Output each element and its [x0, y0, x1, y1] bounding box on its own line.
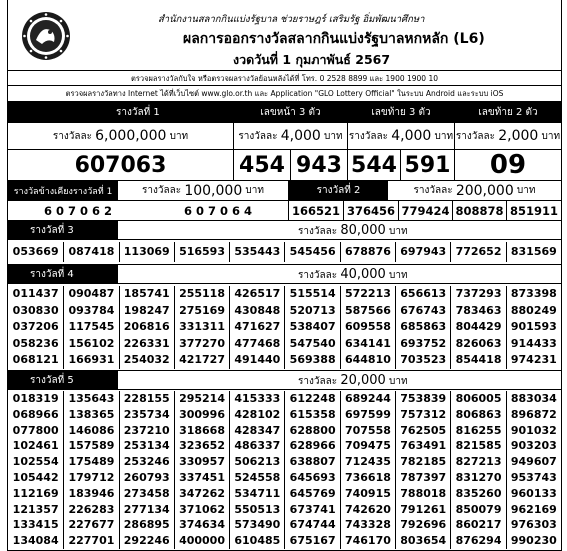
prize-number: 077800	[12, 423, 59, 437]
top-prize-number-row	[8, 149, 561, 180]
prize-number: 787397	[395, 470, 450, 486]
prize-number: 656613	[395, 286, 450, 303]
prize-number: 883034	[506, 391, 561, 407]
prize-number: 783463	[450, 303, 505, 320]
front3-label: เลขหน้า 3 ตัว	[233, 102, 347, 122]
prize-number: 112169	[12, 486, 59, 500]
header	[8, 0, 561, 100]
prize-number: 206816	[119, 319, 174, 336]
prize-number: 674744	[284, 517, 339, 533]
prize-number: 226331	[119, 336, 174, 353]
prize-number: 030830	[12, 303, 59, 317]
prize-number: 757312	[395, 407, 450, 423]
prize-number: 612248	[284, 391, 339, 407]
prize-number: 477468	[229, 336, 284, 353]
prize-number: 228155	[119, 391, 174, 407]
second-prize-number: 166521	[288, 201, 343, 220]
prize-number: 876294	[450, 533, 505, 549]
prize-number: 826063	[450, 336, 505, 353]
prize-number: 093784	[63, 303, 118, 320]
fourth-prize-header	[8, 264, 561, 284]
near-second-label-row	[8, 180, 561, 200]
prize-number: 792696	[395, 517, 450, 533]
prize-number: 524558	[229, 470, 284, 486]
prize-number: 254032	[119, 352, 174, 369]
prize-number: 960133	[506, 486, 561, 502]
prize-number: 638807	[284, 454, 339, 470]
top-prize-amount-row	[8, 122, 561, 149]
prize-number: 011437	[12, 287, 59, 300]
prize-number: 782185	[395, 454, 450, 470]
first-prize-amount: รางวัลละ 6,000,000 บาท	[52, 128, 189, 144]
prize-number: 974231	[506, 352, 561, 369]
prize-number: 237210	[119, 423, 174, 439]
prize-number: 685863	[395, 319, 450, 336]
prize-number: 880249	[506, 303, 561, 320]
prize-number: 628800	[284, 423, 339, 439]
prize-number: 740915	[340, 486, 395, 502]
prize-number: 788018	[395, 486, 450, 502]
fifth-prize-numbers	[8, 391, 561, 549]
prize-number: 415333	[229, 391, 284, 407]
prize-number: 235734	[119, 407, 174, 423]
fourth-prize-numbers	[8, 286, 561, 369]
prize-number: 712435	[340, 454, 395, 470]
draw-date: งวดวันที่ 1 กุมภาพันธ์ 2567	[233, 52, 391, 67]
last2-number: 09	[454, 150, 561, 180]
agency-name: สำนักงานสลากกินแบ่งรัฐบาล ช่วยราษฎร์ เสริมรัฐ อิ่มพัฒนาศึกษา	[158, 14, 425, 25]
prize-number: 227677	[63, 517, 118, 533]
prize-number: 538407	[284, 319, 339, 336]
prize-number: 486337	[229, 438, 284, 454]
prize-number: 253246	[119, 454, 174, 470]
prize-number: 421727	[174, 352, 229, 369]
prize-number: 693752	[395, 336, 450, 353]
prize-number: 471627	[229, 319, 284, 336]
prize-number: 400000	[174, 533, 229, 549]
prize-number: 850079	[450, 502, 505, 518]
prize-number: 547540	[284, 336, 339, 353]
glo-seal-icon	[20, 10, 72, 62]
prize-number: 873398	[506, 286, 561, 303]
last2-label: เลขท้าย 2 ตัว	[454, 102, 561, 122]
prize-number: 053669	[12, 245, 59, 258]
prize-number: 803654	[395, 533, 450, 549]
prize-number: 491440	[229, 352, 284, 369]
fifth-prize-amount: รางวัลละ 20,000 บาท	[298, 373, 408, 388]
prize-number: 506213	[229, 454, 284, 470]
prize-number: 634141	[340, 336, 395, 353]
prize-number: 550513	[229, 502, 284, 518]
last2-amount: รางวัลละ 2,000 บาท	[454, 123, 561, 149]
prize-number: 535443	[229, 242, 284, 262]
prize-number: 227701	[63, 533, 118, 549]
prize-number: 068966	[12, 407, 59, 421]
prize-number: 428102	[229, 407, 284, 423]
fourth-prize-label: รางวัลที่ 4	[8, 265, 118, 284]
prize-number: 300996	[174, 407, 229, 423]
prize-number: 772652	[450, 242, 505, 262]
prize-number: 709475	[340, 438, 395, 454]
prize-number: 087418	[63, 242, 118, 262]
prize-number: 804429	[450, 319, 505, 336]
prize-number: 255118	[174, 286, 229, 303]
prize-number: 102461	[12, 439, 59, 453]
second-prize-label: รางวัลที่ 2	[288, 181, 388, 200]
prize-number: 896872	[506, 407, 561, 423]
prize-number: 371062	[174, 502, 229, 518]
prize-number: 753839	[395, 391, 450, 407]
prize-number: 615358	[284, 407, 339, 423]
prize-number: 198247	[119, 303, 174, 320]
prize-number: 854418	[450, 352, 505, 369]
prize-number: 330957	[174, 454, 229, 470]
last3-number-b: 591	[400, 150, 454, 180]
prize-number: 058236	[12, 336, 59, 350]
prize-number: 337451	[174, 470, 229, 486]
prize-number: 610485	[229, 533, 284, 549]
prize-number: 273458	[119, 486, 174, 502]
prize-number: 113069	[119, 242, 174, 262]
prize-number: 166931	[63, 352, 118, 369]
prize-number: 183946	[63, 486, 118, 502]
prize-number: 121357	[12, 502, 59, 516]
prize-number: 831569	[506, 242, 561, 262]
prize-number: 292246	[119, 533, 174, 549]
prize-number: 374634	[174, 517, 229, 533]
prize-number: 253134	[119, 438, 174, 454]
prize-number: 068121	[12, 353, 59, 366]
prize-number: 914433	[506, 336, 561, 353]
prize-number: 821585	[450, 438, 505, 454]
prize-number: 762505	[395, 423, 450, 439]
divider	[8, 70, 561, 71]
prize-number: 430848	[229, 303, 284, 320]
prize-number: 806863	[450, 407, 505, 423]
prize-number: 697599	[340, 407, 395, 423]
prize-number: 953743	[506, 470, 561, 486]
prize-number: 318668	[174, 423, 229, 439]
prize-number: 816255	[450, 423, 505, 439]
prize-number: 138365	[63, 407, 118, 423]
prize-number: 018319	[12, 392, 59, 405]
check-phone-text: ตรวจผลรางวัลกับใจ หรือตรวจผลรางวัลย้อนหลังได้ที่ โทร. 0 2528 8899 และ 1900 1900 10	[130, 74, 439, 83]
prize-number: 703523	[395, 352, 450, 369]
prize-number: 736618	[340, 470, 395, 486]
prize-number: 185741	[119, 286, 174, 303]
prize-number: 835260	[450, 486, 505, 502]
near-first-amount: รางวัลละ 100,000 บาท	[142, 182, 264, 199]
prize-number: 737293	[450, 286, 505, 303]
prize-number: 135643	[63, 391, 118, 407]
prize-number: 676743	[395, 303, 450, 320]
second-prize-number: 779424	[398, 201, 452, 220]
prize-number: 347262	[174, 486, 229, 502]
prize-number: 534711	[229, 486, 284, 502]
second-prize-number: 376456	[343, 201, 398, 220]
prize-number: 831270	[450, 470, 505, 486]
prize-number: 146086	[63, 423, 118, 439]
top-prize-label-row	[8, 101, 561, 122]
prize-number: 295214	[174, 391, 229, 407]
prize-number: 037206	[12, 320, 59, 333]
prize-number: 949607	[506, 454, 561, 470]
second-prize-amount: รางวัลละ 200,000 บาท	[413, 182, 536, 199]
prize-number: 742620	[340, 502, 395, 518]
prize-number: 105442	[12, 470, 59, 484]
divider	[8, 85, 561, 86]
prize-number: 976303	[506, 517, 561, 533]
prize-number: 791261	[395, 502, 450, 518]
prize-number: 901032	[506, 423, 561, 439]
results-sheet	[7, 0, 562, 551]
second-prize-number: 851911	[506, 201, 561, 220]
prize-number: 673741	[284, 502, 339, 518]
near-first-number: 6 0 7 0 6 2	[43, 203, 113, 218]
prize-number: 179712	[63, 470, 118, 486]
prize-number: 133415	[12, 518, 59, 532]
prize-number: 697943	[395, 242, 450, 262]
prize-number: 569388	[284, 352, 339, 369]
prize-number: 572213	[340, 286, 395, 303]
prize-number: 175489	[63, 454, 118, 470]
prize-number: 545456	[284, 242, 339, 262]
third-prize-label: รางวัลที่ 3	[8, 221, 118, 240]
prize-number: 675167	[284, 533, 339, 549]
prize-number: 260793	[119, 470, 174, 486]
third-prize-numbers	[8, 242, 561, 262]
prize-number: 644810	[340, 352, 395, 369]
check-web-text: ตรวจผลรางวัลทาง Internet ได้ที่เว็บไซต์ www.glo.or.th และ Application "GLO Lottery Official" ในระบบ Android และระบบ iOS	[65, 89, 504, 98]
prize-number: 117545	[63, 319, 118, 336]
first-prize-label: รางวัลที่ 1	[8, 102, 233, 122]
prize-number: 520713	[284, 303, 339, 320]
prize-number: 102554	[12, 455, 59, 469]
prize-number: 516593	[174, 242, 229, 262]
near-first-label: รางวัลข้างเคียงรางวัลที่ 1	[8, 181, 118, 200]
prize-number: 331311	[174, 319, 229, 336]
prize-number: 377270	[174, 336, 229, 353]
near-second-number-row	[8, 200, 561, 220]
near-first-number: 6 0 7 0 6 4	[183, 203, 253, 218]
prize-number: 134084	[12, 534, 59, 548]
prize-number: 426517	[229, 286, 284, 303]
prize-number: 090487	[63, 286, 118, 303]
prize-number: 707558	[340, 423, 395, 439]
prize-number: 903203	[506, 438, 561, 454]
prize-number: 609558	[340, 319, 395, 336]
page-title: ผลการออกรางวัลสลากกินแบ่งรัฐบาลหกหลัก (L6)	[183, 31, 485, 47]
prize-number: 860217	[450, 517, 505, 533]
prize-number: 515514	[284, 286, 339, 303]
prize-number: 990230	[506, 533, 561, 549]
last3-number-a: 544	[347, 150, 400, 180]
prize-number: 645769	[284, 486, 339, 502]
prize-number: 157589	[63, 438, 118, 454]
prize-number: 827213	[450, 454, 505, 470]
fifth-prize-label: รางวัลที่ 5	[8, 371, 118, 390]
prize-number: 628966	[284, 438, 339, 454]
prize-number: 573490	[229, 517, 284, 533]
first-prize-number: 607063	[74, 152, 167, 178]
prize-number: 323652	[174, 438, 229, 454]
last3-amount: รางวัลละ 4,000 บาท	[347, 123, 454, 149]
prize-number: 428347	[229, 423, 284, 439]
prize-number: 763491	[395, 438, 450, 454]
prize-number: 645693	[284, 470, 339, 486]
prize-number: 962169	[506, 502, 561, 518]
third-prize-header	[8, 220, 561, 240]
prize-number: 678876	[340, 242, 395, 262]
prize-number: 806005	[450, 391, 505, 407]
prize-number: 743328	[340, 517, 395, 533]
fifth-prize-header	[8, 370, 561, 390]
prize-number: 286895	[119, 517, 174, 533]
front3-number-a: 454	[233, 150, 290, 180]
prize-number: 746170	[340, 533, 395, 549]
prize-number: 901593	[506, 319, 561, 336]
prize-number: 275169	[174, 303, 229, 320]
prize-number: 226283	[63, 502, 118, 518]
fourth-prize-amount: รางวัลละ 40,000 บาท	[298, 267, 408, 282]
front3-amount: รางวัลละ 4,000 บาท	[233, 123, 347, 149]
prize-number: 587566	[340, 303, 395, 320]
prize-number: 277134	[119, 502, 174, 518]
prize-number: 689244	[340, 391, 395, 407]
third-prize-amount: รางวัลละ 80,000 บาท	[298, 223, 408, 238]
last3-label: เลขท้าย 3 ตัว	[347, 102, 454, 122]
prize-number: 156102	[63, 336, 118, 353]
second-prize-number: 808878	[452, 201, 506, 220]
front3-number-b: 943	[290, 150, 347, 180]
